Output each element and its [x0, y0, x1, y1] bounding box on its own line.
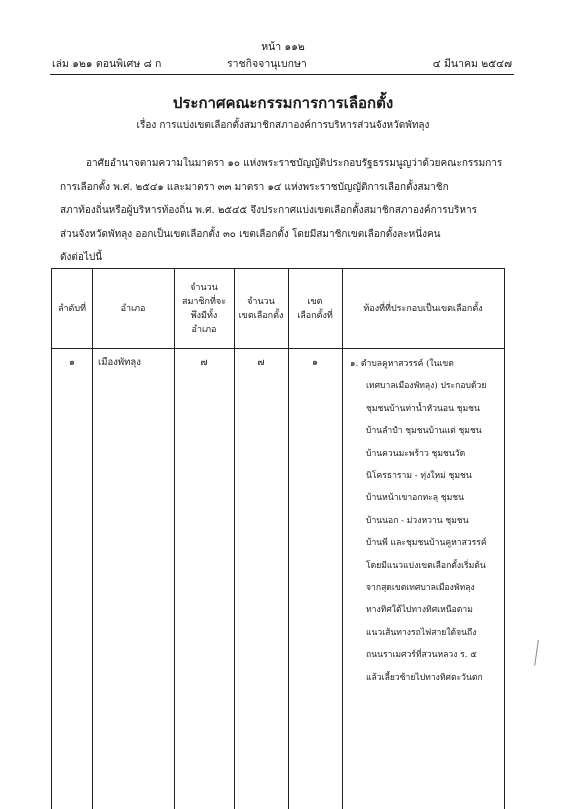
header-divider — [52, 348, 504, 349]
locality-line: โดยมีแนวแบ่งเขตเลือกตั้งเริ่มต้น — [366, 560, 486, 571]
header-order: ลำดับที่ — [57, 303, 87, 314]
table-divider — [92, 269, 93, 809]
publication-name: ราชกิจจานุเบกษา — [227, 58, 307, 70]
announcement-body — [60, 152, 506, 270]
locality-description — [350, 353, 500, 689]
volume-issue: เล่ม ๑๒๑ ตอนพิเศษ ๘ ก — [52, 58, 162, 70]
district-table — [51, 268, 505, 809]
locality-line: บ้านลำปำ ชุมชนบ้านแต่ ชุมชน — [366, 426, 482, 437]
row-zone-number: ๑ — [311, 357, 319, 368]
table-divider — [174, 269, 175, 809]
locality-line: แล้วเลี้ยวซ้ายไปทางทิศตะวันตก — [366, 672, 483, 683]
row-members: ๗ — [200, 357, 208, 368]
locality-line: ทางทิศใต้ไปทางทิศเหนือตาม — [366, 605, 473, 616]
announcement-title: ประกาศคณะกรรมการการเลือกตั้ง — [172, 94, 394, 112]
locality-line: นิโครธาราม - ทุ่งใหม่ ชุมชน — [366, 471, 472, 482]
locality-line: บ้านนอก - ม่วงหวาน ชุมชน — [366, 515, 469, 526]
row-district: เมืองพัทลุง — [98, 357, 141, 368]
body-line: การเลือกตั้ง พ.ศ. ๒๕๔๑ และมาตรา ๓๓ มาตรา ๑๔ แห่งพระราชบัญญัติการเลือกตั้งสมาชิก — [60, 181, 449, 193]
locality-line: เทศบาลเมืองพัทลุง) ประกอบด้วย — [366, 381, 487, 392]
header-district: อำเภอ — [120, 303, 146, 314]
locality-line: บ้านพี และชุมชนบ้านคูหาสวรรค์ — [366, 538, 487, 549]
locality-line: ถนนราเมศวร์ที่สวนหลวง ร. ๕ — [366, 650, 477, 661]
header-zone-count: จำนวน เขตเลือกตั้ง — [238, 296, 284, 321]
page-number: หน้า ๑๑๒ — [261, 41, 305, 53]
locality-line: แนวเส้นทางรถไฟสายใต้จนถึง — [366, 627, 477, 638]
header-rule — [50, 74, 514, 75]
body-line: อาศัยอำนาจตามความในมาตรา ๑๐ แห่งพระราชบัญญัติประกอบรัฐธรรมนูญว่าด้วยคณะกรรมการ — [86, 158, 503, 169]
row-zone-count: ๗ — [257, 357, 265, 368]
locality-line: ๑. ตำบลคูหาสวรรค์ (ในเขต — [350, 359, 454, 369]
locality-line: ชุมชนบ้านท่าน้ำหัวนอน ชุมชน — [366, 403, 480, 414]
header-members: จำนวน สมาชิกที่จะ พึงมีทั้ง อำเภอ — [181, 282, 227, 335]
table-divider — [288, 269, 289, 809]
row-order: ๑ — [68, 357, 76, 368]
header-locality: ท้องที่ที่ประกอบเป็นเขตเลือกตั้ง — [363, 303, 483, 314]
header-zone-number: เขต เลือกตั้งที่ — [297, 296, 333, 321]
body-line: ส่วนจังหวัดพัทลุง ออกเป็นเขตเลือกตั้ง ๓๐ เขตเลือกตั้ง โดยมีสมาชิกเขตเลือกตั้งละหนึ่งคน — [60, 228, 441, 240]
announcement-subject: เรื่อง การแบ่งเขตเลือกตั้งสมาชิกสภาองค์การบริหารส่วนจังหวัดพัทลุง — [136, 120, 430, 131]
body-line: สภาท้องถิ่นหรือผู้บริหารท้องถิ่น พ.ศ. ๒๕๔๕ จึงประกาศแบ่งเขตเลือกตั้งสมาชิกสภาองค์การบริหาร — [60, 205, 477, 216]
scan-margin-mark — [534, 640, 540, 666]
locality-line: บ้านควนมะพร้าว ชุมชนวัด — [366, 448, 466, 459]
table-divider — [234, 269, 235, 809]
table-divider — [342, 269, 343, 809]
locality-line: จากสุดเขตเทศบาลเมืองพัทลุง — [366, 583, 475, 594]
locality-line: บ้านหน้าเขาอกทะลุ ชุมชน — [366, 493, 465, 504]
publication-date: ๔ มีนาคม ๒๕๔๗ — [432, 58, 512, 70]
body-line: ดังต่อไปนี้ — [60, 252, 103, 263]
